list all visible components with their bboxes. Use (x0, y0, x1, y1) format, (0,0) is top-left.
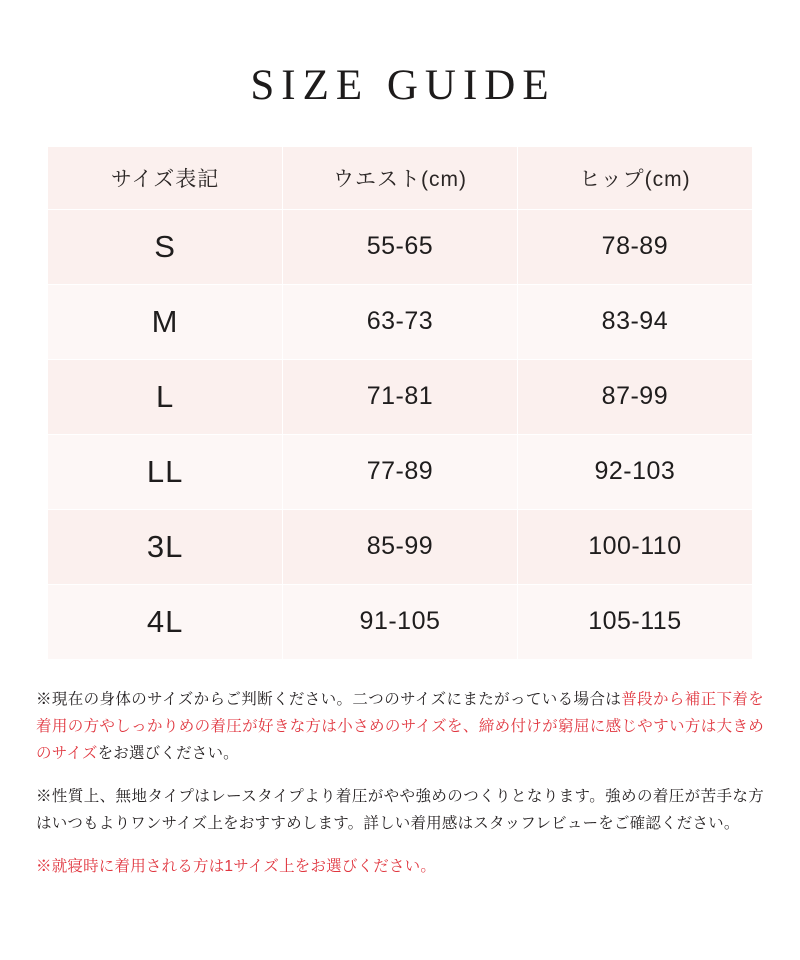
cell-waist: 77-89 (283, 434, 518, 509)
note-material: ※性質上、無地タイプはレースタイプより着圧がやや強めのつくりとなります。強めの着圧が苦手な方はいつもよりワンサイズ上をおすすめします。詳しい着用感はスタッフレビューをご確認ください。 (36, 788, 764, 833)
table-row (48, 209, 752, 284)
cell-hip: 87-99 (517, 359, 752, 434)
table-row (48, 434, 752, 509)
cell-size: LL (48, 434, 283, 509)
cell-waist: 71-81 (283, 359, 518, 434)
cell-hip: 78-89 (517, 209, 752, 284)
note-sleepwear: ※就寝時に着用される方は1サイズ上をお選びください。 (36, 858, 437, 876)
cell-waist: 55-65 (283, 209, 518, 284)
size-table-container (48, 147, 752, 660)
table-row (48, 284, 752, 359)
table-body (48, 209, 752, 659)
cell-waist: 63-73 (283, 284, 518, 359)
table-header-row (48, 147, 752, 209)
cell-size: L (48, 359, 283, 434)
note-sizing-part3: をお選びください。 (97, 745, 239, 763)
cell-hip: 100-110 (517, 509, 752, 584)
table-row (48, 359, 752, 434)
size-table (48, 147, 752, 660)
cell-hip: 105-115 (517, 584, 752, 659)
column-header-size: サイズ表記 (48, 147, 283, 209)
notes-section (36, 686, 764, 881)
table-row (48, 509, 752, 584)
cell-hip: 83-94 (517, 284, 752, 359)
note-sizing (36, 686, 764, 767)
column-header-hip: ヒップ(cm) (517, 147, 752, 209)
cell-size: 3L (48, 509, 283, 584)
cell-hip: 92-103 (517, 434, 752, 509)
page-title: SIZE GUIDE (250, 62, 556, 109)
cell-size: S (48, 209, 283, 284)
note-sizing-part1: ※現在の身体のサイズからご判断ください。二つのサイズにまたがっている場合は (36, 690, 622, 708)
note-sizing-highlight: 普段から補正下着を着用の方やしっかりめの着圧が好きな方は小さめのサイズを、締め付けが窮屈に感じやすい方は大きめのサイズ (36, 690, 764, 763)
cell-size: M (48, 284, 283, 359)
cell-waist: 91-105 (283, 584, 518, 659)
column-header-waist: ウエスト(cm) (283, 147, 518, 209)
cell-waist: 85-99 (283, 509, 518, 584)
table-header (48, 147, 752, 209)
cell-size: 4L (48, 584, 283, 659)
table-row (48, 584, 752, 659)
